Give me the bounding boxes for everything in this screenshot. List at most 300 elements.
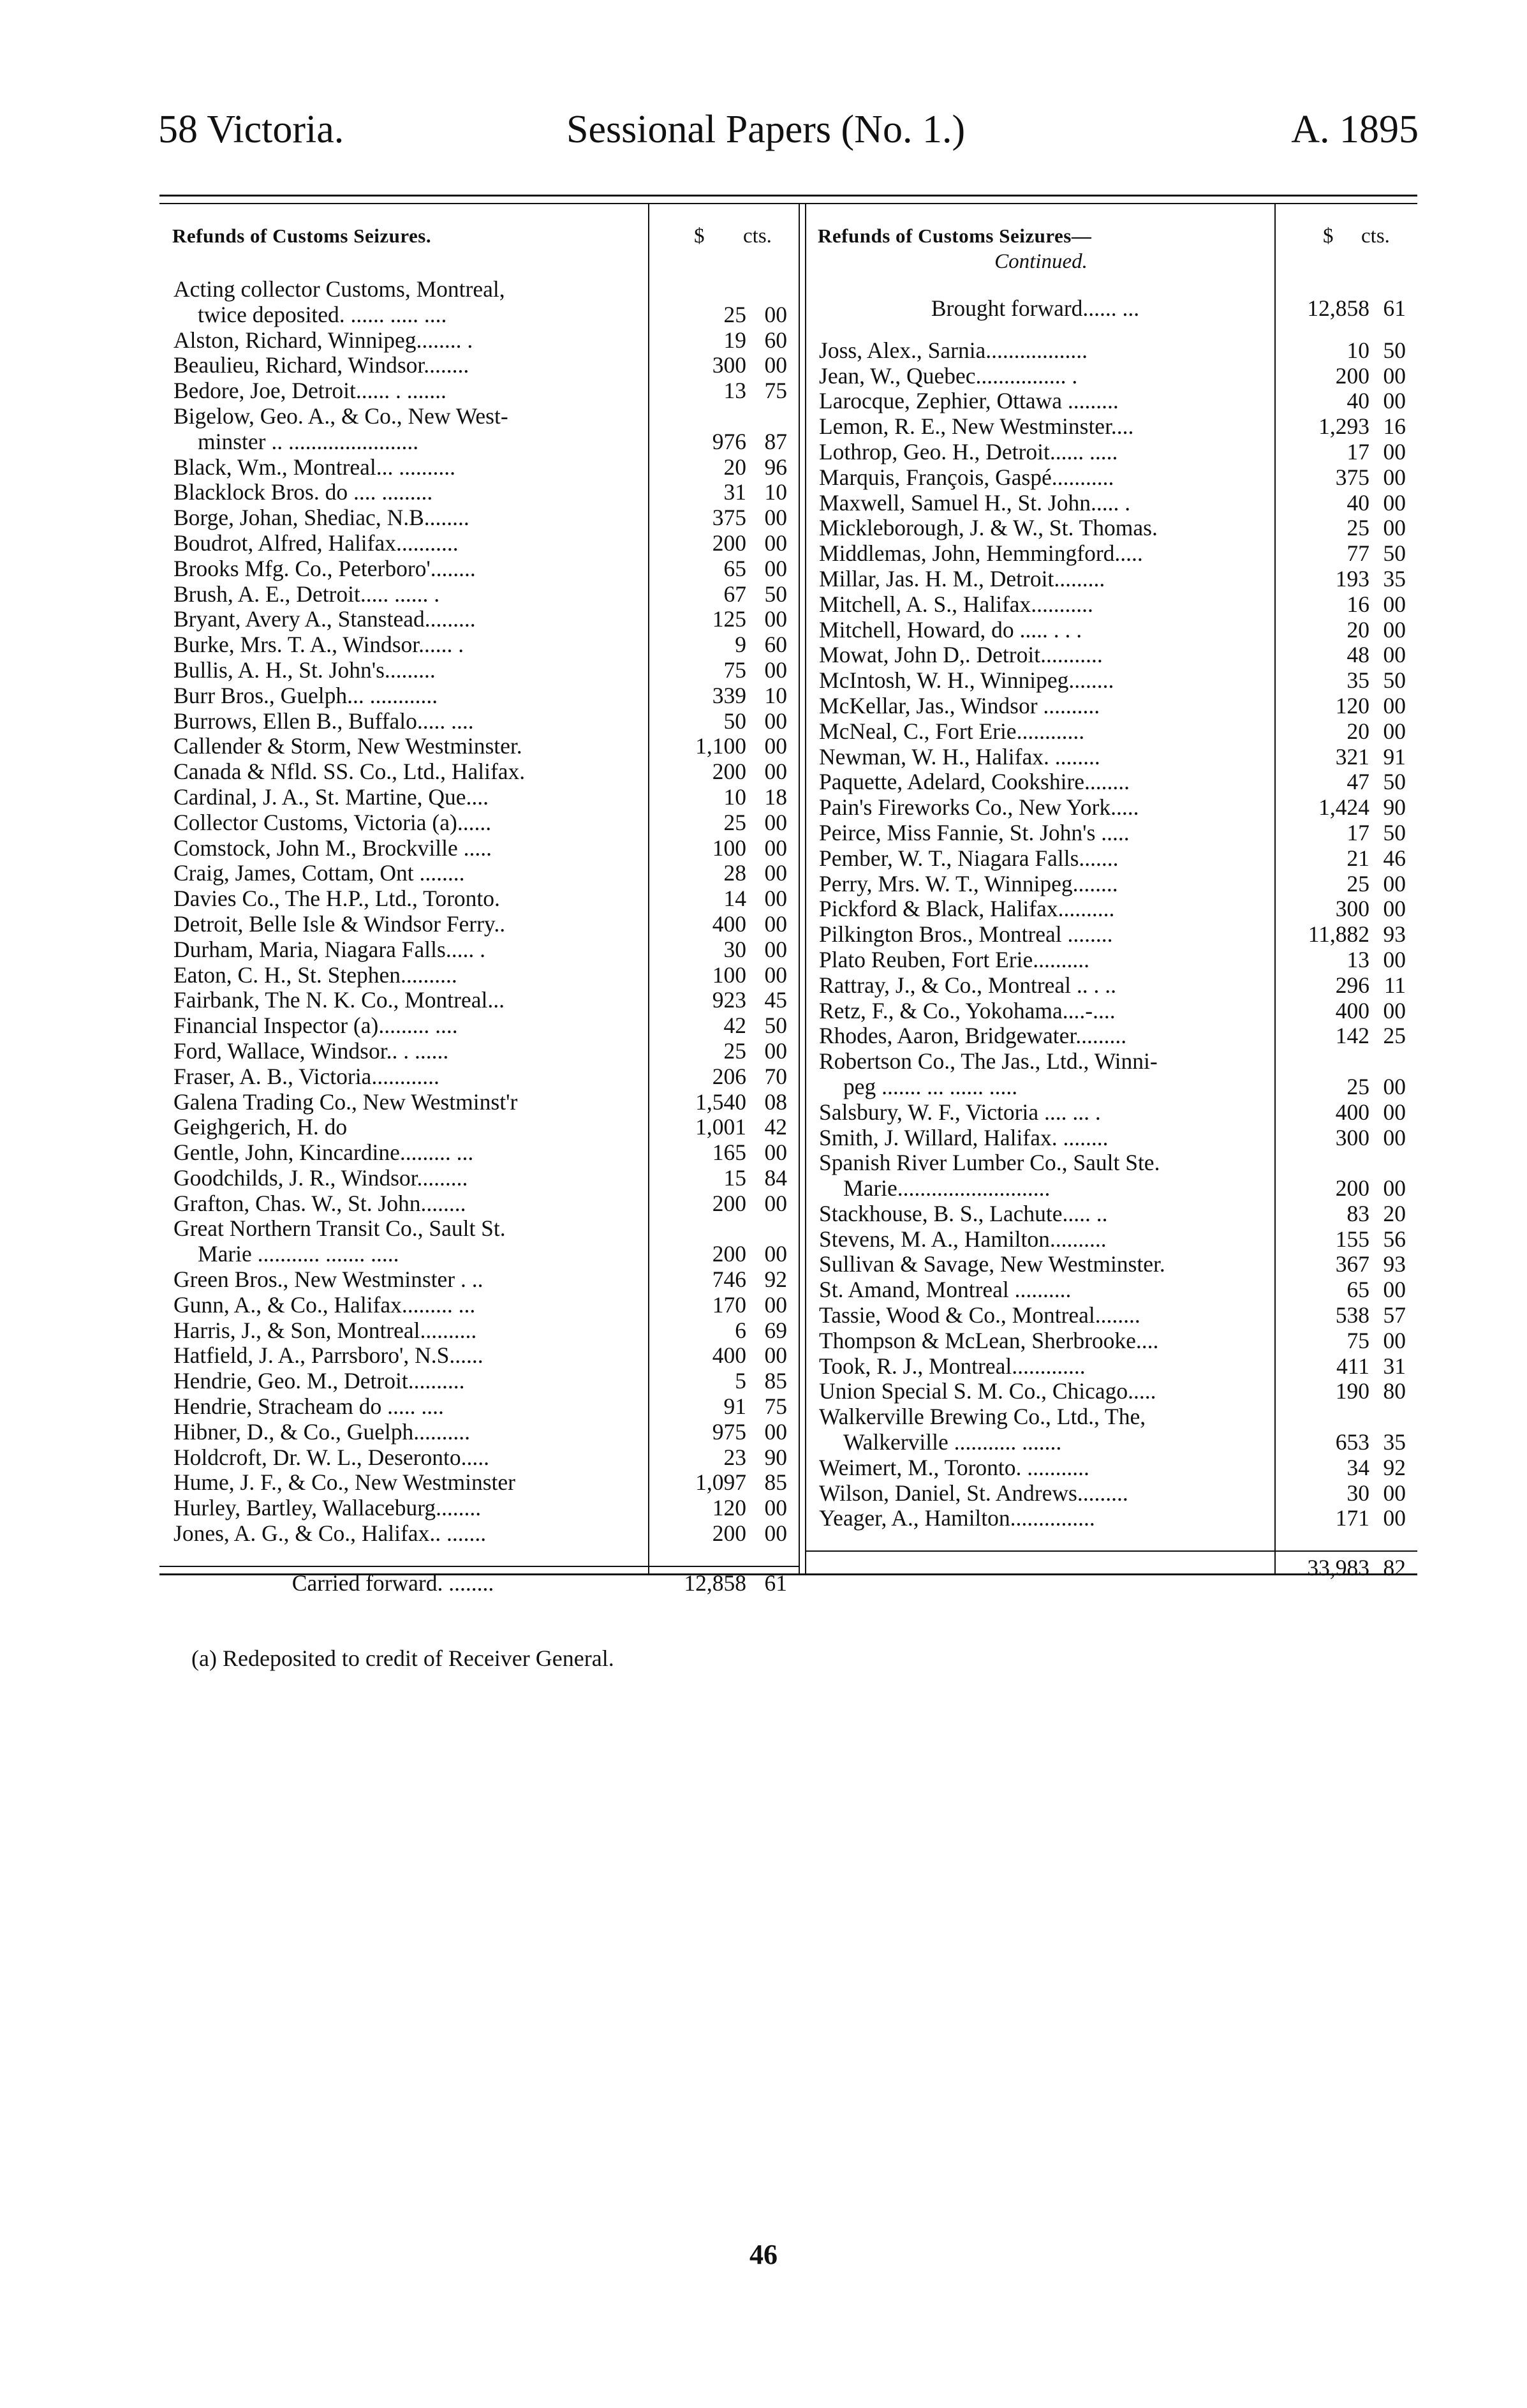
entry-cents: 50 [1383, 540, 1406, 567]
entry-cents: 00 [764, 886, 787, 912]
entry-name: minster .. ....................... [198, 429, 419, 454]
page-number: 46 [749, 2239, 778, 2270]
entry-dollars [631, 277, 746, 302]
entry-cents: 75 [764, 378, 787, 404]
table-row [805, 1404, 1417, 1430]
table-row [805, 1379, 1417, 1404]
entry-dollars: 17 [1346, 438, 1369, 465]
entry-name: Durham, Maria, Niagara Falls..... . [173, 937, 485, 962]
entry-name: McIntosh, W. H., Winnipeg........ [819, 668, 1114, 694]
entry-dollars: 12,858 [1307, 295, 1369, 321]
table-row [159, 1521, 799, 1547]
entry-dollars: 23 [723, 1444, 746, 1470]
entry-name: Plato Reuben, Fort Erie.......... [819, 947, 1089, 972]
entry-dollars: 411 [1336, 1353, 1369, 1379]
table-row [805, 567, 1417, 592]
entry-dollars: 35 [1346, 667, 1369, 694]
entry-dollars: 400 [1335, 997, 1369, 1023]
entry-cents: 00 [764, 759, 787, 785]
entry-cents: 82 [1383, 1555, 1406, 1581]
entry-name: Took, R. J., Montreal............. [819, 1353, 1086, 1379]
right-column-subtitle: Continued. [994, 250, 1088, 273]
entry-cents: 00 [764, 860, 787, 886]
entry-dollars: 20 [1346, 718, 1369, 744]
left-column-title: Refunds of Customs Seizures. [172, 225, 432, 247]
entry-dollars: 400 [712, 910, 746, 937]
entry-cents: 00 [1383, 1073, 1406, 1099]
entry-name: Tassie, Wood & Co., Montreal........ [819, 1303, 1140, 1328]
table-row [805, 491, 1417, 516]
entry-name: Joss, Alex., Sarnia.................. [819, 338, 1088, 363]
entry-dollars: 42 [723, 1013, 746, 1039]
right-column-title: Refunds of Customs Seizures— [818, 225, 1092, 247]
right-column [805, 203, 1417, 1581]
entry-cents: 85 [764, 1368, 787, 1394]
entry-cents: 00 [764, 910, 787, 937]
entry-name: Callender & Storm, New Westminster. [173, 734, 522, 759]
table-row [159, 1318, 799, 1344]
table-row [805, 1100, 1417, 1126]
entry-name: Cardinal, J. A., St. Martine, Que.... [173, 784, 489, 810]
entry-dollars: 30 [723, 936, 746, 962]
entry-dollars: 200 [1335, 1175, 1369, 1201]
entry-name: Smith, J. Willard, Halifax. ........ [819, 1125, 1109, 1150]
entry-name: Geighgerich, H. do [173, 1115, 348, 1140]
entry-dollars: 13 [723, 378, 746, 404]
table-row [159, 1090, 799, 1115]
entry-cents: 00 [764, 301, 787, 327]
entry-name: Lothrop, Geo. H., Detroit...... ..... [819, 439, 1118, 465]
table-row [805, 846, 1417, 872]
entry-dollars: 48 [1346, 642, 1369, 668]
entry-name: Comstock, John M., Brockville ..... [173, 835, 492, 861]
entry-name: Grafton, Chas. W., St. John........ [173, 1191, 466, 1216]
entry-cents: 00 [1383, 388, 1406, 414]
left-entries-list [159, 277, 799, 1596]
table-row [159, 1115, 799, 1140]
entry-name: peg ....... ... ...... ..... [843, 1074, 1018, 1099]
entry-cents: 00 [1383, 591, 1406, 617]
table-row [159, 1293, 799, 1318]
entry-cents: 90 [1383, 794, 1406, 821]
entry-name: Beaulieu, Richard, Windsor........ [173, 353, 469, 378]
right-entries-list [805, 296, 1417, 1581]
entry-dollars: 300 [1335, 1124, 1369, 1150]
table-row [805, 592, 1417, 618]
entry-name: Hendrie, Stracheam do ..... .... [173, 1394, 444, 1420]
entry-dollars: 100 [712, 835, 746, 861]
entry-dollars: 75 [723, 657, 746, 683]
entry-name: Lemon, R. E., New Westminster.... [819, 414, 1134, 440]
entry-cents: 00 [1383, 464, 1406, 490]
entry-cents: 00 [764, 606, 787, 632]
table-row [159, 836, 799, 861]
entry-name: McKellar, Jas., Windsor .......... [819, 693, 1100, 718]
table-row [805, 1023, 1417, 1049]
entry-name: Pickford & Black, Halifax.......... [819, 896, 1115, 922]
entry-name: Newman, W. H., Halifax. ........ [819, 744, 1100, 769]
entry-cents: 00 [1383, 870, 1406, 896]
entry-name: Harris, J., & Son, Montreal.......... [173, 1318, 477, 1343]
page-header [158, 107, 1419, 158]
left-dollars-heading: $ [694, 225, 705, 248]
entry-cents: 00 [764, 1495, 787, 1521]
entry-cents [746, 1216, 799, 1242]
entry-cents: 00 [764, 962, 787, 988]
entry-dollars: 15 [723, 1164, 746, 1191]
entry-name: Retz, F., & Co., Yokohama....-.... [819, 998, 1116, 1023]
entry-cents: 00 [764, 1241, 787, 1267]
entry-cents: 00 [1383, 997, 1406, 1023]
entry-dollars: 375 [712, 505, 746, 531]
entry-cents: 00 [764, 809, 787, 835]
entry-dollars: 47 [1346, 769, 1369, 795]
entry-dollars: 120 [1335, 692, 1369, 718]
entry-dollars: 40 [1346, 489, 1369, 516]
entry-dollars: 300 [1335, 896, 1369, 922]
entry-cents: 87 [764, 428, 787, 454]
table-row [159, 353, 799, 378]
entry-dollars: 25 [1346, 1073, 1369, 1099]
table-row [805, 618, 1417, 643]
table-row [159, 683, 799, 709]
entry-dollars: 1,001 [695, 1114, 746, 1140]
entry-dollars: 200 [712, 1520, 746, 1547]
table-row [159, 1445, 799, 1471]
entry-name: Collector Customs, Victoria (a)...... [173, 810, 492, 835]
entry-cents: 20 [1383, 1200, 1406, 1226]
entry-dollars: 1,097 [695, 1469, 746, 1496]
table-row [805, 719, 1417, 745]
table-row [805, 769, 1417, 795]
entry-dollars: 375 [1335, 464, 1369, 490]
entry-name: Canada & Nfld. SS. Co., Ltd., Halifax. [173, 759, 526, 785]
entry-cents [746, 277, 799, 302]
entry-dollars: 30 [1346, 1480, 1369, 1506]
entry-dollars: 538 [1335, 1302, 1369, 1328]
entry-dollars: 400 [1335, 1099, 1369, 1125]
entry-name: Jean, W., Quebec................ . [819, 363, 1078, 389]
entry-cents: 45 [764, 987, 787, 1013]
table-row [159, 582, 799, 607]
entry-name: Gunn, A., & Co., Halifax......... ... [173, 1292, 476, 1318]
entry-cents: 00 [764, 1190, 787, 1216]
entry-dollars: 25 [1346, 870, 1369, 896]
entry-cents [1369, 1049, 1417, 1074]
entry-dollars: 77 [1346, 540, 1369, 567]
entry-cents: 00 [764, 1037, 787, 1064]
entry-cents: 10 [764, 682, 787, 708]
table-row [159, 302, 799, 328]
brought-forward-row [805, 296, 1417, 322]
table-row [159, 505, 799, 531]
entry-cents: 00 [1383, 362, 1406, 389]
entry-name: Hatfield, J. A., Parrsboro', N.S...... [173, 1343, 483, 1369]
entry-dollars: 653 [1335, 1429, 1369, 1455]
entry-name: Gentle, John, Kincardine......... ... [173, 1140, 474, 1166]
entry-dollars: 5 [735, 1368, 746, 1394]
table-row [805, 465, 1417, 491]
entry-cents: 75 [764, 1394, 787, 1420]
table-row [159, 404, 799, 429]
entry-cents: 00 [764, 1342, 787, 1369]
entry-name: Mitchell, A. S., Halifax........... [819, 591, 1093, 617]
table-row [159, 1420, 799, 1445]
entry-dollars: 200 [712, 759, 746, 785]
entry-name: Middlemas, John, Hemmingford..... [819, 541, 1143, 567]
table-row [805, 643, 1417, 668]
entry-cents: 00 [1383, 1480, 1406, 1506]
entry-dollars: 31 [723, 479, 746, 505]
entry-name: Marie........................... [843, 1176, 1051, 1201]
entry-name: Craig, James, Cottam, Ont ........ [173, 861, 465, 886]
table-row [805, 948, 1417, 973]
entry-cents: 00 [1383, 896, 1406, 922]
entry-cents [1369, 1150, 1417, 1176]
table-row [159, 937, 799, 963]
entry-name: Thompson & McLean, Sherbrooke.... [819, 1328, 1159, 1353]
entry-dollars: 746 [712, 1267, 746, 1293]
entry-cents: 56 [1383, 1226, 1406, 1252]
entry-name: Bigelow, Geo. A., & Co., New West- [173, 403, 508, 429]
table-row [805, 1430, 1417, 1455]
table-row [159, 607, 799, 632]
entry-name: Financial Inspector (a)......... .... [173, 1013, 458, 1039]
table-row [159, 861, 799, 886]
entry-dollars: 125 [712, 606, 746, 632]
table-row [159, 1166, 799, 1191]
entry-name: Burr Bros., Guelph... ............ [173, 683, 438, 708]
left-cents-heading: cts. [743, 225, 772, 248]
entry-name: Brooks Mfg. Co., Peterboro'........ [173, 556, 476, 581]
entry-dollars: 34 [1346, 1454, 1369, 1480]
entry-name: Black, Wm., Montreal... .......... [173, 454, 456, 480]
entry-cents: 46 [1383, 845, 1406, 871]
table-row [159, 1191, 799, 1217]
table-row [159, 734, 799, 759]
entry-name: Weimert, M., Toronto. ........... [819, 1455, 1089, 1480]
entry-dollars: 142 [1335, 1023, 1369, 1049]
entry-cents: 00 [1383, 946, 1406, 972]
table-row [805, 364, 1417, 389]
entry-cents: 00 [1383, 1099, 1406, 1125]
entry-name: St. Amand, Montreal .......... [819, 1277, 1072, 1303]
entry-dollars: 170 [712, 1291, 746, 1318]
table-row [159, 886, 799, 912]
entry-name: Borge, Johan, Shediac, N.B........ [173, 505, 469, 531]
entry-dollars: 120 [712, 1495, 746, 1521]
table-row [805, 694, 1417, 719]
entry-dollars [631, 404, 746, 429]
entry-name: Robertson Co., The Jas., Ltd., Winni- [819, 1049, 1158, 1074]
entry-dollars: 1,540 [695, 1089, 746, 1115]
entry-cents: 00 [1383, 616, 1406, 643]
entry-name: Rattray, J., & Co., Montreal .. . .. [819, 972, 1117, 998]
table-row [159, 1013, 799, 1039]
table-row [159, 1470, 799, 1496]
table-row [159, 1039, 799, 1064]
entry-name: Davies Co., The H.P., Ltd., Toronto. [173, 886, 500, 912]
entry-cents: 00 [764, 835, 787, 861]
entry-name: Yeager, A., Hamilton............... [819, 1506, 1095, 1531]
table-row [805, 896, 1417, 922]
entry-cents: 00 [1383, 1277, 1406, 1303]
table-row [805, 414, 1417, 440]
left-column-header [159, 203, 799, 249]
entry-dollars: 13 [1346, 946, 1369, 972]
entry-dollars: 12,858 [684, 1570, 746, 1596]
table-row [159, 1369, 799, 1394]
entry-dollars: 33,983 [1307, 1555, 1369, 1581]
entry-dollars: 1,293 [1318, 413, 1369, 440]
entry-dollars: 25 [723, 809, 746, 835]
right-cents-heading: cts. [1361, 225, 1390, 248]
entry-cents: 61 [1383, 295, 1406, 321]
table-row [805, 1354, 1417, 1379]
table-row [159, 1496, 799, 1521]
entry-name: Hurley, Bartley, Wallaceburg........ [173, 1496, 482, 1521]
entry-cents [1369, 1404, 1417, 1430]
entry-name: Hendrie, Geo. M., Detroit.......... [173, 1369, 465, 1394]
entry-name: Mowat, John D,. Detroit........... [819, 643, 1103, 668]
entry-dollars: 65 [1346, 1277, 1369, 1303]
entry-dollars [631, 1216, 746, 1242]
entry-dollars: 91 [723, 1394, 746, 1420]
entry-cents: 00 [764, 1418, 787, 1445]
entry-name: Mitchell, Howard, do ..... . . . [819, 617, 1082, 643]
entry-name: Burrows, Ellen B., Buffalo..... .... [173, 708, 474, 734]
entry-cents: 57 [1383, 1302, 1406, 1328]
table-row [805, 1481, 1417, 1506]
entry-cents: 00 [1383, 692, 1406, 718]
entry-cents: 08 [764, 1089, 787, 1115]
entry-name: Burke, Mrs. T. A., Windsor...... . [173, 632, 464, 658]
table-row [805, 1150, 1417, 1176]
entry-cents: 00 [1383, 1124, 1406, 1150]
table-row [805, 1303, 1417, 1328]
entry-name: Fairbank, The N. K. Co., Montreal... [173, 988, 505, 1013]
entry-dollars: 40 [1346, 388, 1369, 414]
table-row [805, 1049, 1417, 1074]
table-row [805, 1201, 1417, 1227]
table-row [805, 973, 1417, 999]
entry-cents: 00 [1383, 489, 1406, 516]
entry-cents: 92 [764, 1267, 787, 1293]
table-row [805, 1328, 1417, 1354]
entry-dollars: 25 [1346, 515, 1369, 541]
entry-cents: 60 [764, 632, 787, 658]
total-rule [805, 1550, 1417, 1552]
entry-name: Walkerville ........... ....... [843, 1430, 1062, 1455]
entry-name: Detroit, Belle Isle & Windsor Ferry.. [173, 911, 506, 937]
entry-dollars: 200 [1335, 362, 1369, 389]
entry-name [805, 1556, 1271, 1581]
table-row [805, 1176, 1417, 1201]
entry-name: Acting collector Customs, Montreal, [173, 277, 505, 302]
table-row [159, 1140, 799, 1166]
entry-name: Jones, A. G., & Co., Halifax.. ....... [173, 1521, 487, 1547]
left-column [159, 203, 799, 1596]
table-row [805, 745, 1417, 770]
entry-cents: 80 [1383, 1378, 1406, 1404]
table-row [805, 1455, 1417, 1481]
entry-dollars: 976 [712, 428, 746, 454]
header-year: A. 1895 [1291, 108, 1419, 151]
entry-dollars: 321 [1335, 743, 1369, 769]
entry-cents: 25 [1383, 1023, 1406, 1049]
entry-dollars: 83 [1346, 1200, 1369, 1226]
table-row [159, 277, 799, 302]
entry-cents: 93 [1383, 921, 1406, 948]
entry-name: Walkerville Brewing Co., Ltd., The, [819, 1404, 1146, 1430]
entry-name: Maxwell, Samuel H., St. John..... . [819, 490, 1131, 516]
entry-dollars: 11,882 [1308, 921, 1369, 948]
entry-name: Larocque, Zephier, Ottawa ......... [819, 389, 1119, 414]
entry-name: Holdcroft, Dr. W. L., Deseronto..... [173, 1445, 489, 1470]
entry-dollars: 1,100 [695, 733, 746, 759]
bottom-rule [159, 1573, 1417, 1575]
entry-cents: 00 [764, 1140, 787, 1166]
entry-cents: 00 [764, 733, 787, 759]
entry-dollars: 10 [723, 784, 746, 810]
entry-name: Great Northern Transit Co., Sault St. [173, 1216, 506, 1242]
entry-dollars: 20 [723, 454, 746, 480]
entry-cents: 00 [1383, 515, 1406, 541]
table-row [805, 516, 1417, 541]
table-row [805, 872, 1417, 897]
entry-dollars: 300 [712, 352, 746, 378]
entry-dollars: 206 [712, 1063, 746, 1089]
table-row [805, 999, 1417, 1024]
table-row [805, 1277, 1417, 1303]
entry-dollars: 193 [1335, 565, 1369, 591]
entry-name: Eaton, C. H., St. Stephen.......... [173, 962, 457, 988]
entry-name: Pilkington Bros., Montreal ........ [819, 922, 1113, 948]
table-row [159, 1242, 799, 1267]
table-row [159, 810, 799, 836]
table-row [159, 1394, 799, 1420]
entry-dollars: 400 [712, 1342, 746, 1369]
entry-cents: 84 [764, 1164, 787, 1191]
entry-cents: 93 [1383, 1251, 1406, 1277]
center-divider-a [799, 203, 800, 1573]
entry-name: Union Special S. M. Co., Chicago..... [819, 1379, 1156, 1404]
entry-dollars: 19 [723, 327, 746, 353]
entry-cents: 90 [764, 1444, 787, 1470]
table-row [805, 668, 1417, 694]
entry-dollars [1271, 1049, 1369, 1074]
entry-dollars: 296 [1335, 972, 1369, 998]
entry-cents: 31 [1383, 1353, 1406, 1379]
entry-dollars: 171 [1335, 1505, 1369, 1531]
entry-name: Green Bros., New Westminster . .. [173, 1267, 483, 1293]
header-session: 58 Victoria. [158, 108, 344, 151]
table-row [159, 963, 799, 988]
entry-name: Sullivan & Savage, New Westminster. [819, 1252, 1165, 1277]
table-row [159, 709, 799, 734]
entry-name: Carried forward. ........ [291, 1570, 494, 1596]
entry-cents: 60 [764, 327, 787, 353]
footnote: (a) Redeposited to credit of Receiver General. [191, 1646, 614, 1671]
entry-name: Rhodes, Aaron, Bridgewater......... [819, 1023, 1127, 1049]
table-row [805, 1506, 1417, 1531]
table-row [159, 531, 799, 556]
table-row [159, 759, 799, 785]
entry-dollars [1271, 1150, 1369, 1176]
entry-dollars: 17 [1346, 819, 1369, 845]
entry-cents: 35 [1383, 565, 1406, 591]
entry-name: Stevens, M. A., Hamilton.......... [819, 1226, 1107, 1252]
